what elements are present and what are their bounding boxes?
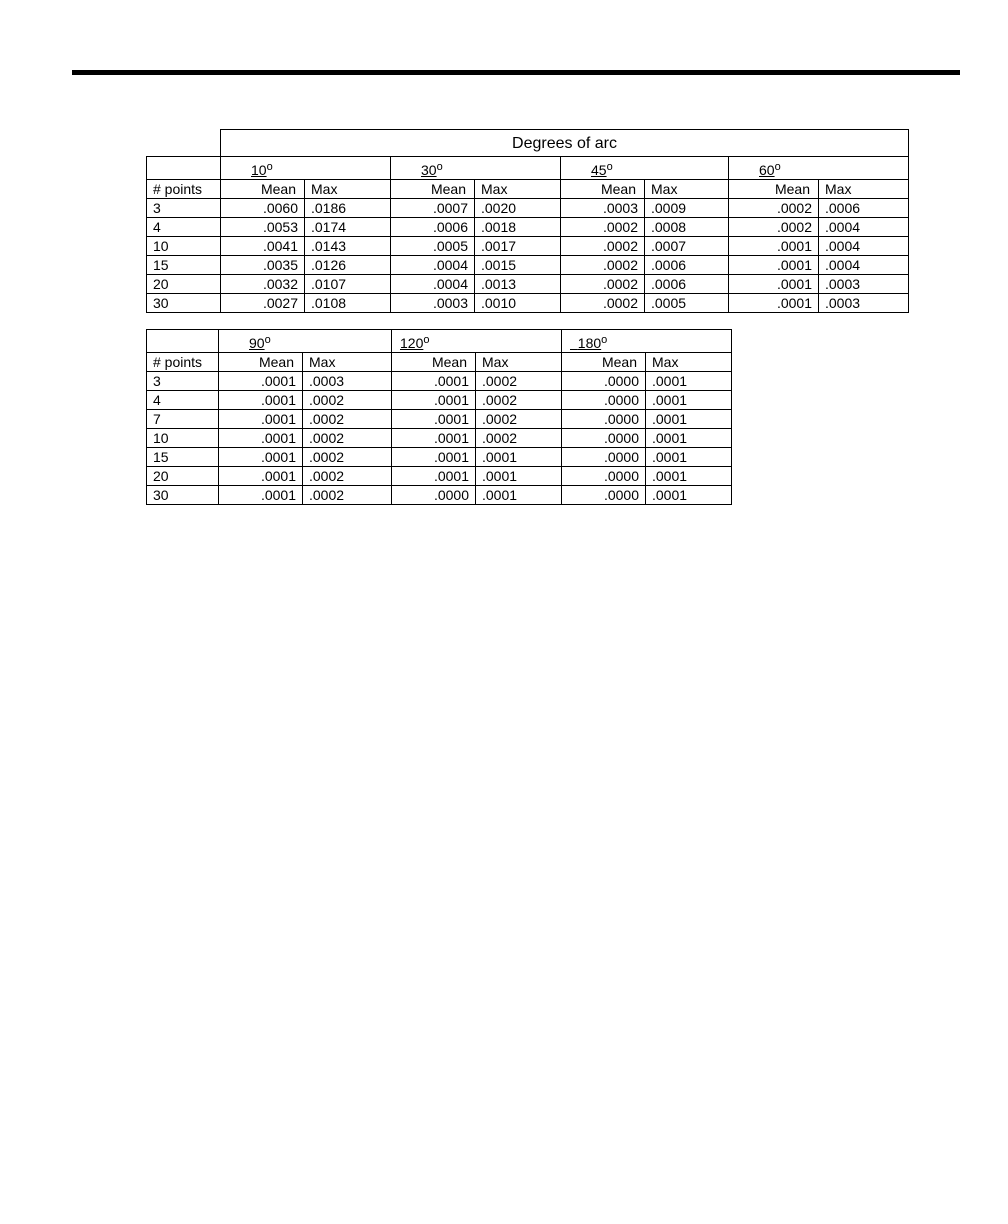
mean-cell: .0001 [392, 410, 476, 429]
max-cell: .0006 [645, 275, 729, 294]
max-cell: .0001 [646, 429, 732, 448]
top-rule [72, 70, 960, 75]
angle-row [147, 157, 909, 180]
mean-header: Mean [392, 353, 476, 372]
max-cell: .0002 [476, 410, 562, 429]
points-header: # points [147, 180, 221, 199]
max-cell: .0002 [303, 467, 392, 486]
table-row [147, 486, 732, 505]
max-cell: .0001 [646, 372, 732, 391]
mean-header: Mean [729, 180, 819, 199]
max-cell: .0002 [476, 429, 562, 448]
max-header: Max [476, 353, 562, 372]
max-cell: .0006 [645, 256, 729, 275]
mean-header: Mean [219, 353, 303, 372]
mean-cell: .0053 [221, 218, 305, 237]
max-cell: .0006 [819, 199, 909, 218]
mean-cell: .0002 [561, 294, 645, 313]
table-row [147, 218, 909, 237]
points-cell: 15 [147, 448, 219, 467]
mean-cell: .0004 [391, 256, 475, 275]
max-cell: .0008 [645, 218, 729, 237]
mean-cell: .0000 [562, 429, 646, 448]
mean-header: Mean [561, 180, 645, 199]
max-cell: .0001 [476, 486, 562, 505]
table-row [147, 429, 732, 448]
max-cell: .0020 [475, 199, 561, 218]
table-row [147, 391, 732, 410]
mean-cell: .0001 [219, 448, 303, 467]
mean-cell: .0002 [729, 199, 819, 218]
arc-title-row [147, 130, 909, 157]
table-row [147, 256, 909, 275]
points-cell: 20 [147, 467, 219, 486]
table-row [147, 372, 732, 391]
max-cell: .0003 [819, 294, 909, 313]
mean-cell: .0006 [391, 218, 475, 237]
max-header: Max [645, 180, 729, 199]
angle-header-45: 45$^o$ [561, 157, 729, 180]
table-row [147, 448, 732, 467]
table-row [147, 294, 909, 313]
max-cell: .0001 [476, 448, 562, 467]
mean-cell: .0001 [219, 486, 303, 505]
max-cell: .0174 [305, 218, 391, 237]
mean-cell: .0000 [562, 467, 646, 486]
mean-cell: .0041 [221, 237, 305, 256]
max-header: Max [303, 353, 392, 372]
mean-cell: .0001 [392, 467, 476, 486]
max-cell: .0010 [475, 294, 561, 313]
mean-header: Mean [391, 180, 475, 199]
mean-cell: .0004 [391, 275, 475, 294]
error-table-small-arcs [146, 129, 909, 313]
mean-header: Mean [221, 180, 305, 199]
max-cell: .0007 [645, 237, 729, 256]
mean-cell: .0000 [392, 486, 476, 505]
max-cell: .0107 [305, 275, 391, 294]
mean-header: Mean [562, 353, 646, 372]
max-cell: .0018 [475, 218, 561, 237]
mean-cell: .0002 [561, 237, 645, 256]
mean-cell: .0060 [221, 199, 305, 218]
angle-header-30: 30$^o$ [391, 157, 561, 180]
max-cell: .0002 [303, 448, 392, 467]
mean-cell: .0035 [221, 256, 305, 275]
max-cell: .0002 [303, 429, 392, 448]
points-cell: 4 [147, 391, 219, 410]
max-cell: .0002 [476, 391, 562, 410]
max-cell: .0002 [303, 410, 392, 429]
mean-cell: .0001 [392, 429, 476, 448]
max-cell: .0143 [305, 237, 391, 256]
error-table-large-arcs [146, 329, 732, 505]
mean-cell: .0001 [392, 448, 476, 467]
max-cell: .0013 [475, 275, 561, 294]
mean-cell: .0001 [219, 410, 303, 429]
points-cell: 3 [147, 372, 219, 391]
mean-cell: .0002 [729, 218, 819, 237]
mean-cell: .0032 [221, 275, 305, 294]
table-row [147, 275, 909, 294]
max-cell: .0108 [305, 294, 391, 313]
max-cell: .0001 [646, 391, 732, 410]
angle-row [147, 330, 732, 353]
max-cell: .0126 [305, 256, 391, 275]
max-cell: .0002 [303, 486, 392, 505]
table-row [147, 237, 909, 256]
angle-header-60: 60$^o$ [729, 157, 909, 180]
mean-cell: .0003 [561, 199, 645, 218]
max-cell: .0003 [303, 372, 392, 391]
mean-cell: .0000 [562, 448, 646, 467]
table-row [147, 410, 732, 429]
max-header: Max [819, 180, 909, 199]
points-cell: 30 [147, 486, 219, 505]
points-cell: 15 [147, 256, 221, 275]
max-cell: .0186 [305, 199, 391, 218]
mean-cell: .0002 [561, 256, 645, 275]
max-header: Max [475, 180, 561, 199]
mean-cell: .0003 [391, 294, 475, 313]
mean-cell: .0001 [219, 429, 303, 448]
mean-cell: .0002 [561, 275, 645, 294]
max-header: Max [305, 180, 391, 199]
mean-cell: .0005 [391, 237, 475, 256]
max-cell: .0003 [819, 275, 909, 294]
max-cell: .0017 [475, 237, 561, 256]
angle-header-180: 180$^o$ [562, 330, 732, 353]
max-header: Max [646, 353, 732, 372]
max-cell: .0001 [646, 410, 732, 429]
points-header: # points [147, 353, 219, 372]
max-cell: .0015 [475, 256, 561, 275]
angle-header-90: 90$^o$ [219, 330, 392, 353]
subheader-row [147, 353, 732, 372]
mean-cell: .0000 [562, 372, 646, 391]
mean-cell: .0000 [562, 391, 646, 410]
mean-cell: .0001 [392, 372, 476, 391]
points-cell: 10 [147, 429, 219, 448]
mean-cell: .0001 [392, 391, 476, 410]
max-cell: .0009 [645, 199, 729, 218]
subheader-row [147, 180, 909, 199]
points-cell: 30 [147, 294, 221, 313]
mean-cell: .0007 [391, 199, 475, 218]
mean-cell: .0000 [562, 486, 646, 505]
angle-header-10: 10$^o$ [221, 157, 391, 180]
max-cell: .0004 [819, 237, 909, 256]
mean-cell: .0000 [562, 410, 646, 429]
points-cell: 3 [147, 199, 221, 218]
table-row [147, 467, 732, 486]
max-cell: .0002 [303, 391, 392, 410]
mean-cell: .0001 [219, 391, 303, 410]
points-cell: 10 [147, 237, 221, 256]
mean-cell: .0001 [729, 275, 819, 294]
mean-cell: .0027 [221, 294, 305, 313]
points-cell: 20 [147, 275, 221, 294]
points-cell: 4 [147, 218, 221, 237]
mean-cell: .0001 [219, 467, 303, 486]
mean-cell: .0001 [729, 294, 819, 313]
mean-cell: .0001 [729, 256, 819, 275]
max-cell: .0004 [819, 256, 909, 275]
mean-cell: .0001 [219, 372, 303, 391]
max-cell: .0001 [646, 486, 732, 505]
max-cell: .0001 [476, 467, 562, 486]
max-cell: .0001 [646, 448, 732, 467]
max-cell: .0005 [645, 294, 729, 313]
angle-header-120: 120$^o$ [392, 330, 562, 353]
table-row [147, 199, 909, 218]
degrees-of-arc-heading: Degrees of arc [221, 130, 909, 157]
mean-cell: .0001 [729, 237, 819, 256]
max-cell: .0001 [646, 467, 732, 486]
mean-cell: .0002 [561, 218, 645, 237]
points-cell: 7 [147, 410, 219, 429]
max-cell: .0004 [819, 218, 909, 237]
max-cell: .0002 [476, 372, 562, 391]
